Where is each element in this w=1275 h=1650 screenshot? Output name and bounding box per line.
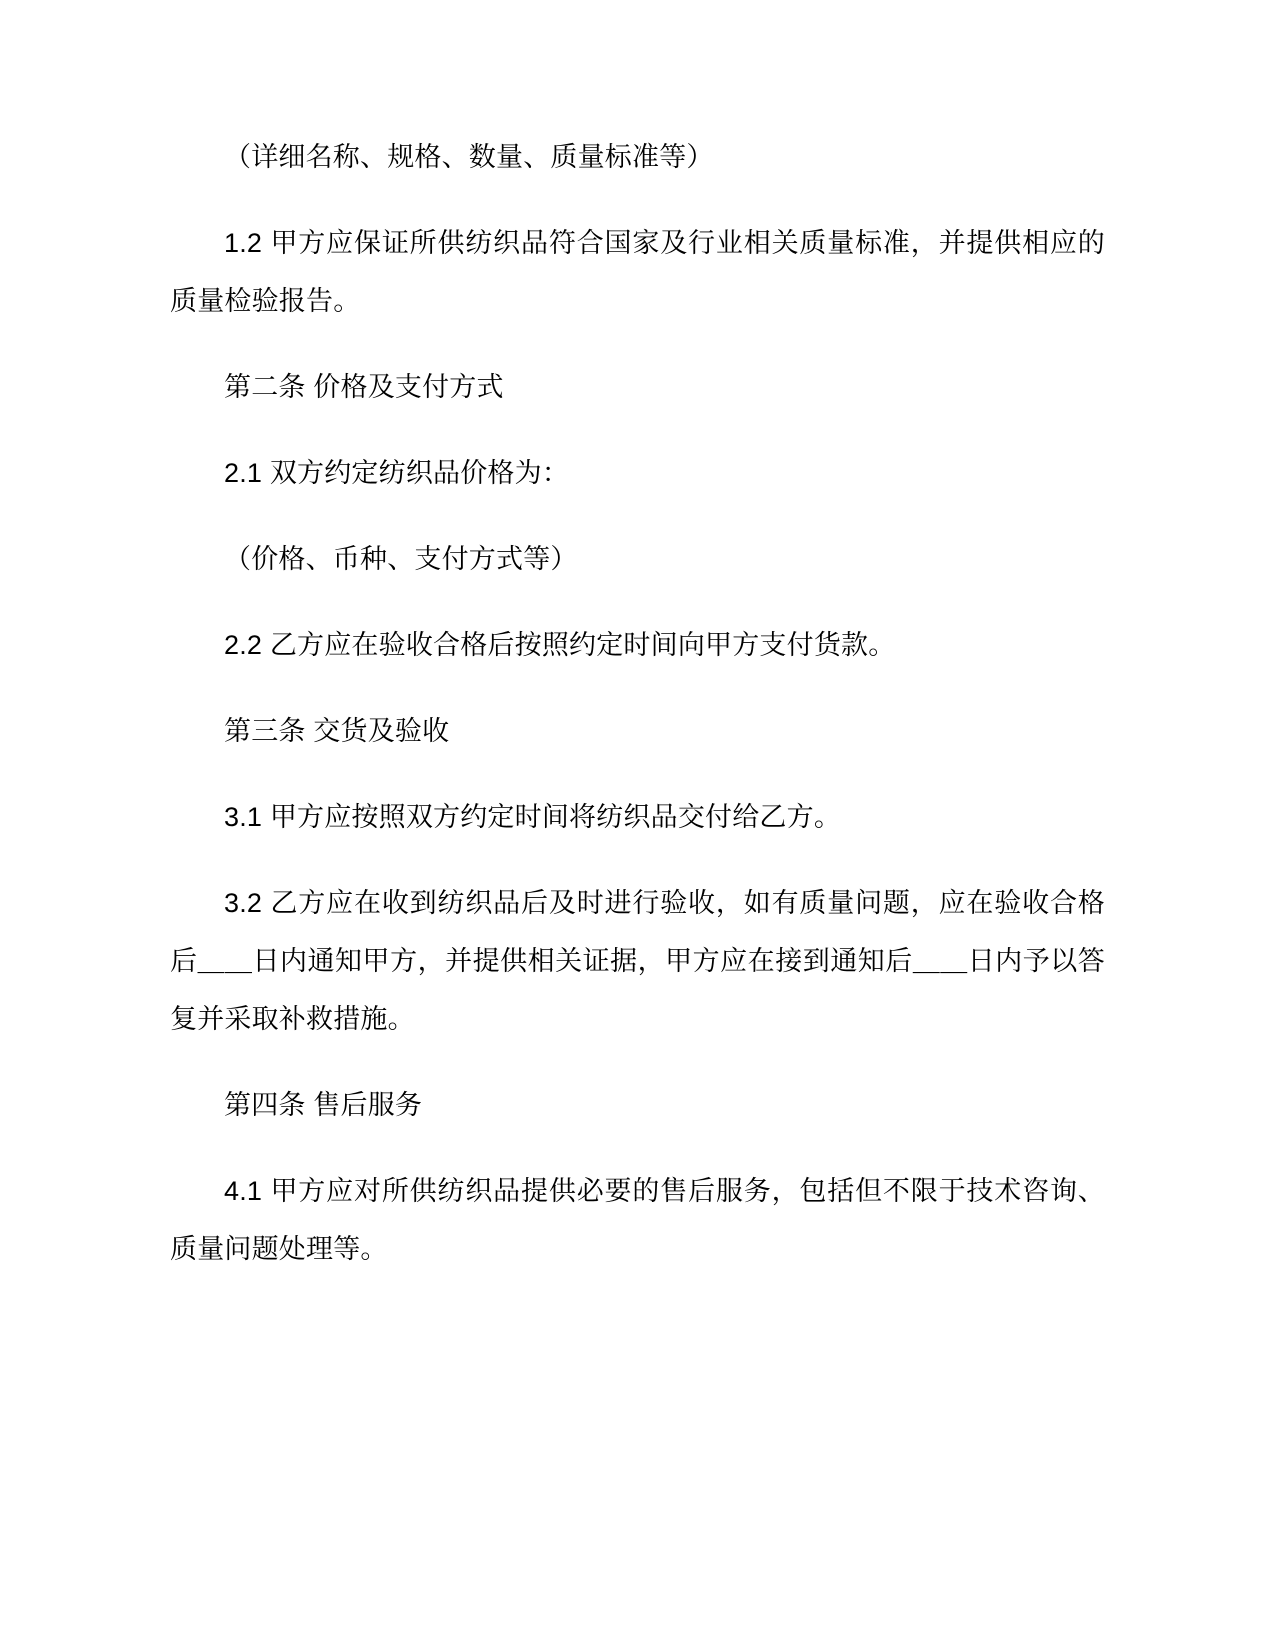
- document-body: [170, 128, 1105, 1278]
- paragraph-price-details: （价格、币种、支付方式等）: [224, 544, 578, 574]
- heading-article-3: 第三条 交货及验收: [224, 716, 450, 746]
- heading-article-4: 第四条 售后服务: [224, 1090, 423, 1120]
- paragraph-clause-2-2: 2.2 乙方应在验收合格后按照约定时间向甲方支付货款。: [224, 630, 896, 660]
- paragraph-clause-3-1: 3.1 甲方应按照双方约定时间将纺织品交付给乙方。: [224, 802, 842, 832]
- paragraph-clause-2-1: 2.1 双方约定纺织品价格为：: [224, 458, 570, 488]
- paragraph-clause-4-1: 4.1 甲方应对所供纺织品提供必要的售后服务，包括但不限于技术咨询、质量问题处理等。: [170, 1176, 1105, 1264]
- heading-article-2: 第二条 价格及支付方式: [224, 372, 504, 402]
- paragraph-product-details: （详细名称、规格、数量、质量标准等）: [224, 142, 714, 172]
- paragraph-clause-3-2: 3.2 乙方应在收到纺织品后及时进行验收，如有质量问题，应在验收合格后＿＿日内通知甲方，并提供相关证据，甲方应在接到通知后＿＿日内予以答复并采取补救措施。: [170, 888, 1105, 1034]
- paragraph-clause-1-2: 1.2 甲方应保证所供纺织品符合国家及行业相关质量标准，并提供相应的质量检验报告。: [170, 228, 1105, 316]
